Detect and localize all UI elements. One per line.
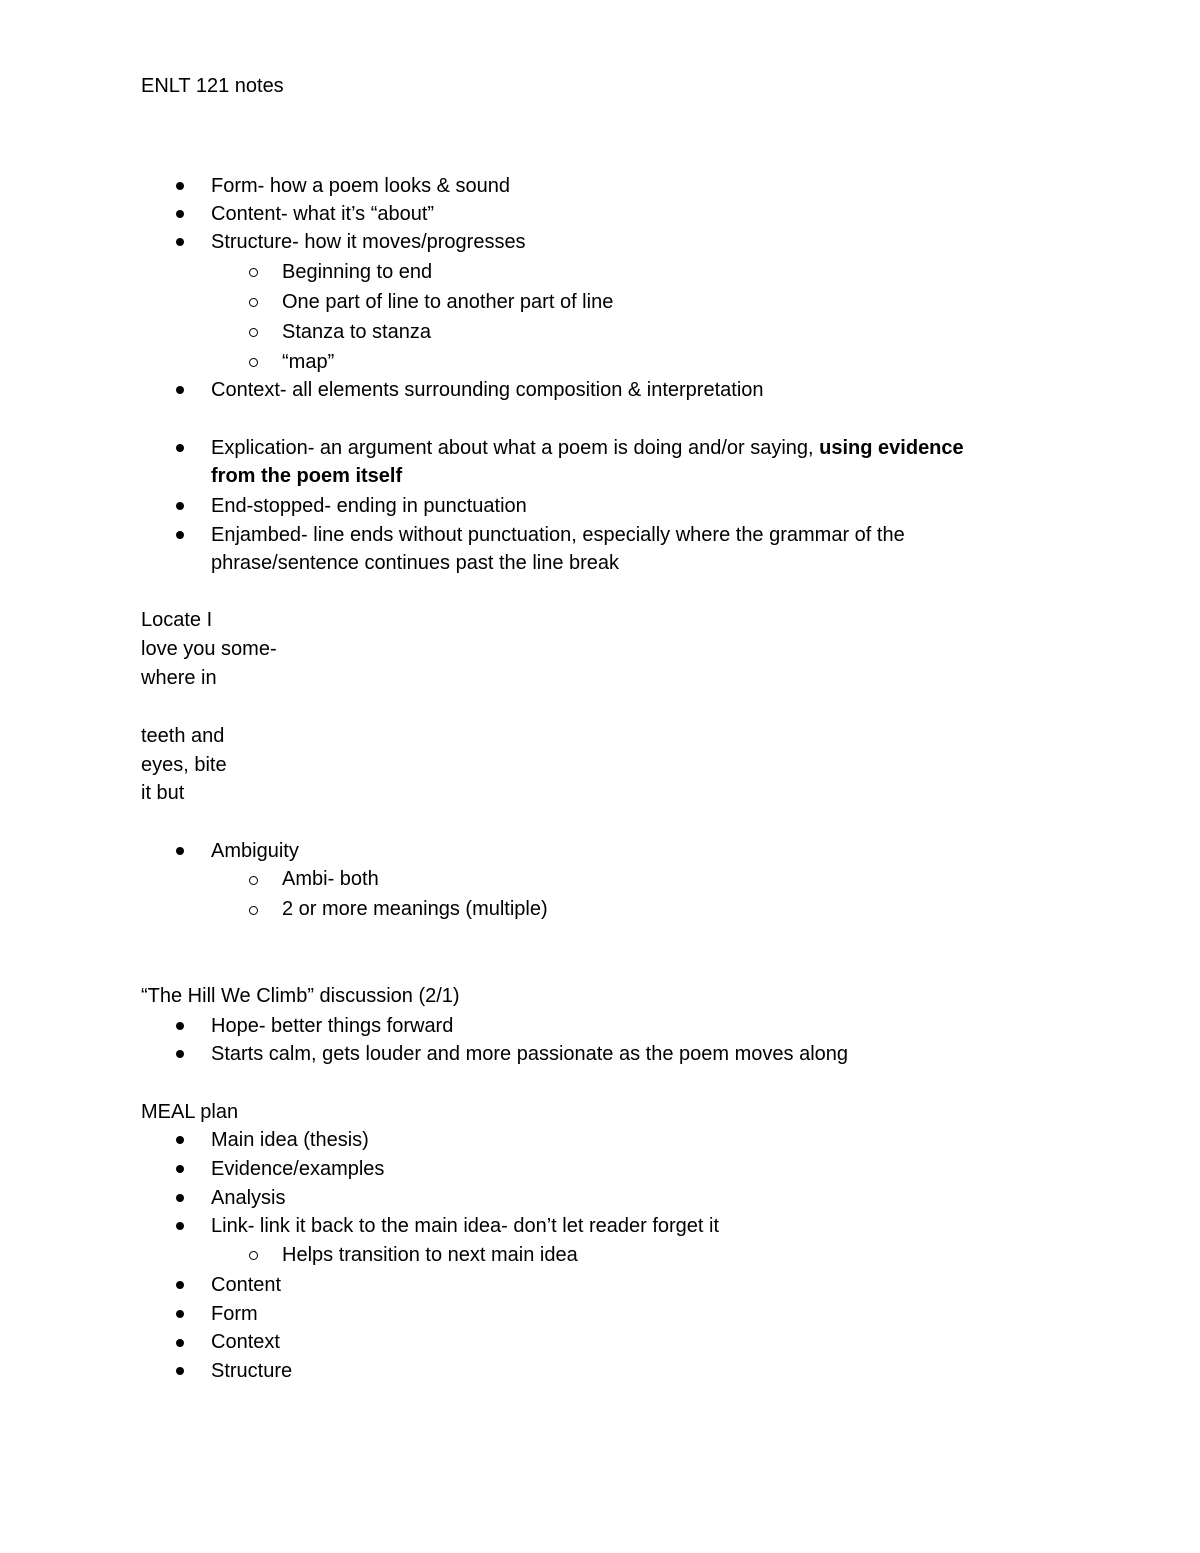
explication-emphasis: using evidence bbox=[819, 437, 964, 459]
bullet-icon bbox=[176, 1022, 184, 1030]
bullet-icon bbox=[176, 531, 184, 539]
poem-line: eyes, bite bbox=[141, 754, 227, 776]
bullet-icon bbox=[176, 238, 184, 246]
poem-line: it but bbox=[141, 782, 185, 804]
sub-bullet-icon bbox=[249, 358, 258, 367]
sub-list-item: Helps transition to next main idea bbox=[282, 1244, 578, 1266]
bullet-icon bbox=[176, 444, 184, 452]
list-item: Evidence/examples bbox=[211, 1158, 385, 1180]
document-title: ENLT 121 notes bbox=[141, 75, 284, 97]
bullet-icon bbox=[176, 1310, 184, 1318]
list-item: Hope- better things forward bbox=[211, 1015, 454, 1037]
explication-text: Explication- an argument about what a poem is doing and/or saying, bbox=[211, 437, 820, 459]
poem-line: love you some- bbox=[141, 638, 277, 660]
sub-list-item: Beginning to end bbox=[282, 261, 433, 283]
sub-list-item: Stanza to stanza bbox=[282, 321, 431, 343]
poem-line: Locate I bbox=[141, 609, 213, 631]
sub-bullet-icon bbox=[249, 268, 258, 277]
list-item: Structure bbox=[211, 1360, 293, 1382]
list-item-end-stopped: End-stopped- ending in punctuation bbox=[211, 495, 527, 517]
sub-bullet-icon bbox=[249, 876, 258, 885]
explication-emphasis-continued: from the poem itself bbox=[211, 465, 403, 487]
bullet-icon bbox=[176, 1194, 184, 1202]
list-item-form: Form- how a poem looks & sound bbox=[211, 175, 511, 197]
list-item: Main idea (thesis) bbox=[211, 1129, 369, 1151]
poem-line: teeth and bbox=[141, 725, 225, 747]
list-item: Content bbox=[211, 1274, 282, 1296]
list-item-explication bbox=[211, 434, 964, 462]
bullet-icon bbox=[176, 210, 184, 218]
list-item: Form bbox=[211, 1303, 258, 1325]
sub-bullet-icon bbox=[249, 1251, 258, 1260]
bullet-icon bbox=[176, 386, 184, 394]
bullet-icon bbox=[176, 1281, 184, 1289]
list-item-enjambed-continued: phrase/sentence continues past the line break bbox=[211, 552, 620, 574]
list-item-structure: Structure- how it moves/progresses bbox=[211, 231, 526, 253]
list-item: Analysis bbox=[211, 1187, 286, 1209]
bullet-icon bbox=[176, 182, 184, 190]
list-item-content: Content- what it’s “about” bbox=[211, 203, 435, 225]
sub-bullet-icon bbox=[249, 298, 258, 307]
bullet-icon bbox=[176, 847, 184, 855]
bullet-icon bbox=[176, 1050, 184, 1058]
list-item: Link- link it back to the main idea- don’t let reader forget it bbox=[211, 1215, 720, 1237]
sub-bullet-icon bbox=[249, 906, 258, 915]
section-heading-meal: MEAL plan bbox=[141, 1101, 239, 1123]
list-item-context: Context- all elements surrounding composition & interpretation bbox=[211, 379, 764, 401]
bullet-icon bbox=[176, 1367, 184, 1375]
list-item-enjambed: Enjambed- line ends without punctuation, especially where the grammar of the bbox=[211, 524, 905, 546]
bullet-icon bbox=[176, 502, 184, 510]
list-item: Starts calm, gets louder and more passionate as the poem moves along bbox=[211, 1043, 849, 1065]
section-heading-hill: “The Hill We Climb” discussion (2/1) bbox=[141, 985, 460, 1007]
list-item-ambiguity: Ambiguity bbox=[211, 840, 299, 862]
poem-line: where in bbox=[141, 667, 217, 689]
sub-list-item: Ambi- both bbox=[282, 868, 379, 890]
sub-list-item: 2 or more meanings (multiple) bbox=[282, 898, 548, 920]
sub-list-item: One part of line to another part of line bbox=[282, 291, 614, 313]
bullet-icon bbox=[176, 1136, 184, 1144]
list-item: Context bbox=[211, 1331, 280, 1353]
sub-list-item: “map” bbox=[282, 351, 335, 373]
bullet-icon bbox=[176, 1339, 184, 1347]
sub-bullet-icon bbox=[249, 328, 258, 337]
bullet-icon bbox=[176, 1222, 184, 1230]
bullet-icon bbox=[176, 1165, 184, 1173]
